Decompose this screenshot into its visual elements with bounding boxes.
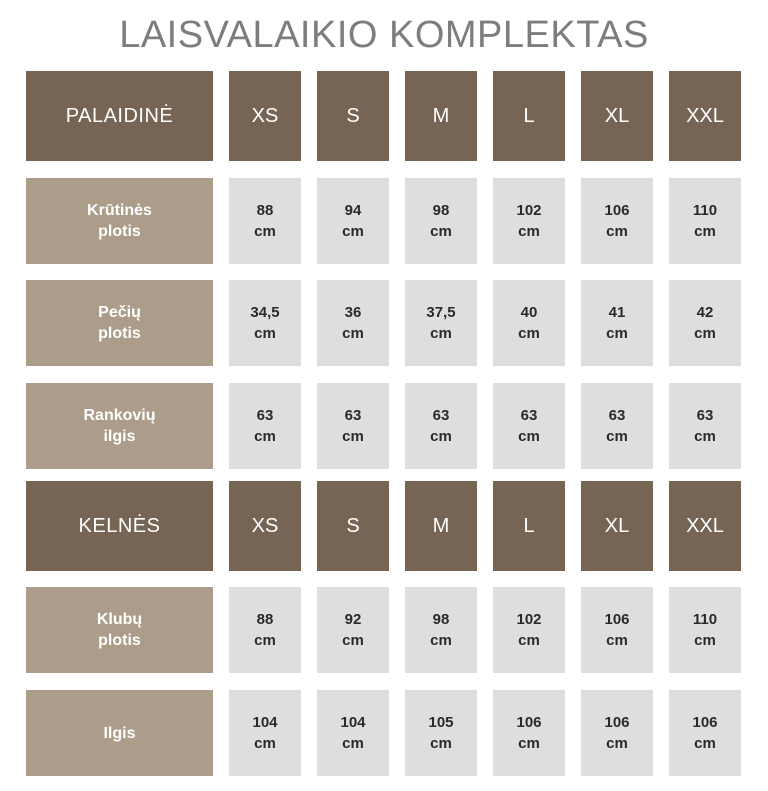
measurement-value-line: 63: [520, 407, 538, 424]
measurement-label-line: plotis: [98, 632, 141, 649]
measurement-value-line: 63: [256, 407, 274, 424]
measurement-value-line: 94: [344, 202, 362, 219]
measurement-label-line: plotis: [98, 223, 141, 240]
measurement-value: [669, 178, 741, 264]
measurement-value-line: 104: [252, 714, 278, 731]
measurement-value: [581, 383, 653, 469]
size-header: S: [317, 71, 389, 161]
measurement-value-text: [694, 405, 716, 447]
measurement-value-line: cm: [342, 632, 364, 649]
measurement-value-text: [430, 609, 452, 651]
size-header: M: [405, 481, 477, 571]
size-header: XL: [581, 71, 653, 161]
measurement-value-text: [692, 712, 717, 754]
measurement-value-line: 88: [256, 611, 274, 628]
measurement-value: [317, 280, 389, 366]
measurement-value: [229, 280, 301, 366]
measurement-label-text: [98, 302, 141, 344]
measurement-value-line: 41: [608, 304, 626, 321]
measurement-value-text: [516, 712, 541, 754]
measurement-value-line: cm: [606, 735, 628, 752]
measurement-value: [669, 383, 741, 469]
measurement-value-line: cm: [430, 325, 452, 342]
measurement-value: [581, 178, 653, 264]
measurement-value-text: [250, 302, 279, 344]
measurement-value-line: cm: [606, 223, 628, 240]
measurement-value: [405, 587, 477, 673]
measurement-value: [317, 178, 389, 264]
measurement-value-text: [342, 200, 364, 242]
measurement-value-text: [516, 609, 541, 651]
measurement-value: [229, 587, 301, 673]
size-header: L: [493, 71, 565, 161]
measurement-value-line: 36: [344, 304, 362, 321]
size-header: XL: [581, 481, 653, 571]
size-header: XS: [229, 481, 301, 571]
measurement-value: [405, 178, 477, 264]
measurement-value-line: 63: [344, 407, 362, 424]
measurement-label-line: Klubų: [96, 611, 143, 628]
measurement-value: [317, 587, 389, 673]
measurement-label-text: [87, 200, 152, 242]
measurement-value: [317, 690, 389, 776]
measurement-value-line: 40: [520, 304, 538, 321]
size-header: XS: [229, 71, 301, 161]
measurement-value: [493, 587, 565, 673]
measurement-label-line: plotis: [98, 325, 141, 342]
size-header: S: [317, 481, 389, 571]
measurement-label: [26, 587, 213, 673]
measurement-value: [405, 383, 477, 469]
measurement-value-line: cm: [694, 735, 716, 752]
measurement-value-text: [604, 200, 629, 242]
measurement-value-line: cm: [606, 325, 628, 342]
measurement-label-text: [83, 405, 155, 447]
measurement-value-line: 110: [692, 611, 718, 628]
measurement-value-line: 34,5: [250, 304, 280, 321]
measurement-value-text: [518, 302, 540, 344]
measurement-value-text: [604, 609, 629, 651]
measurement-value-line: 42: [696, 304, 714, 321]
measurement-value-line: cm: [430, 632, 452, 649]
measurement-value-line: 105: [428, 714, 454, 731]
measurement-value-line: cm: [694, 325, 716, 342]
measurement-value: [317, 383, 389, 469]
measurement-value-line: cm: [518, 428, 540, 445]
measurement-value-text: [430, 405, 452, 447]
measurement-label-line: Rankovių: [83, 407, 156, 424]
measurement-value-line: 102: [516, 611, 542, 628]
measurement-label: [26, 383, 213, 469]
section-header-shirt: PALAIDINĖ: [26, 71, 213, 161]
measurement-label: [26, 690, 213, 776]
measurement-value-line: cm: [694, 223, 716, 240]
measurement-value-line: cm: [342, 428, 364, 445]
measurement-value-line: cm: [254, 325, 276, 342]
measurement-value-text: [430, 200, 452, 242]
measurement-value-line: 63: [696, 407, 714, 424]
measurement-label-line: Ilgis: [103, 724, 136, 742]
measurement-value: [493, 383, 565, 469]
measurement-value-line: cm: [518, 632, 540, 649]
measurement-value-line: 98: [432, 611, 450, 628]
measurement-value-line: cm: [430, 428, 452, 445]
measurement-value-line: 102: [516, 202, 542, 219]
measurement-value-line: 106: [516, 714, 542, 731]
measurement-value-text: [252, 712, 277, 754]
measurement-value-line: 106: [692, 714, 718, 731]
measurement-value-text: [342, 302, 364, 344]
measurement-value-line: cm: [342, 325, 364, 342]
measurement-value-line: 92: [344, 611, 362, 628]
measurement-value-text: [340, 712, 365, 754]
measurement-value-text: [518, 405, 540, 447]
measurement-value-line: 98: [432, 202, 450, 219]
measurement-value: [581, 690, 653, 776]
measurement-value-line: cm: [342, 223, 364, 240]
size-header: L: [493, 481, 565, 571]
measurement-value: [669, 280, 741, 366]
measurement-value-text: [254, 200, 276, 242]
measurement-label-text: [103, 723, 135, 744]
size-header: XXL: [669, 71, 741, 161]
measurement-value-line: 63: [608, 407, 626, 424]
measurement-value-line: cm: [254, 632, 276, 649]
measurement-label-line: ilgis: [103, 428, 136, 445]
measurement-value-text: [606, 405, 628, 447]
measurement-value-text: [428, 712, 453, 754]
measurement-value-text: [693, 200, 717, 242]
measurement-value-text: [693, 609, 717, 651]
measurement-value: [405, 690, 477, 776]
measurement-value-line: 106: [604, 202, 630, 219]
measurement-value-line: cm: [254, 735, 276, 752]
measurement-value-text: [516, 200, 541, 242]
measurement-value-text: [694, 302, 716, 344]
measurement-value-line: 106: [604, 714, 630, 731]
measurement-value-line: 104: [340, 714, 366, 731]
measurement-value-text: [254, 405, 276, 447]
measurement-value: [229, 383, 301, 469]
page-title: LAISVALAIKIO KOMPLEKTAS: [119, 14, 649, 56]
measurement-label-text: [97, 609, 142, 651]
measurement-value-line: cm: [430, 735, 452, 752]
measurement-value-text: [254, 609, 276, 651]
measurement-value-line: 110: [692, 202, 718, 219]
measurement-value-line: cm: [430, 223, 452, 240]
measurement-value-line: 88: [256, 202, 274, 219]
measurement-value-line: cm: [694, 428, 716, 445]
measurement-value: [581, 280, 653, 366]
measurement-value-line: cm: [606, 428, 628, 445]
measurement-value-text: [606, 302, 628, 344]
measurement-value: [229, 690, 301, 776]
measurement-value-line: cm: [518, 325, 540, 342]
measurement-value-line: cm: [254, 223, 276, 240]
measurement-value-line: cm: [606, 632, 628, 649]
measurement-value-line: 37,5: [426, 304, 456, 321]
measurement-value-line: cm: [694, 632, 716, 649]
measurement-value-line: cm: [254, 428, 276, 445]
measurement-value-line: cm: [518, 735, 540, 752]
section-header-pants: KELNĖS: [26, 481, 213, 571]
measurement-value-text: [426, 302, 455, 344]
measurement-label: [26, 280, 213, 366]
measurement-value-line: 63: [432, 407, 450, 424]
measurement-value-line: cm: [342, 735, 364, 752]
measurement-value: [405, 280, 477, 366]
measurement-value-text: [604, 712, 629, 754]
measurement-value: [581, 587, 653, 673]
measurement-value-line: 106: [604, 611, 630, 628]
measurement-value-text: [342, 405, 364, 447]
size-header: M: [405, 71, 477, 161]
measurement-value-line: cm: [518, 223, 540, 240]
measurement-value: [493, 280, 565, 366]
measurement-value-text: [342, 609, 364, 651]
measurement-value: [493, 690, 565, 776]
measurement-label-line: Pečių: [98, 304, 141, 321]
size-header: XXL: [669, 481, 741, 571]
measurement-value: [669, 587, 741, 673]
measurement-label: [26, 178, 213, 264]
measurement-value: [669, 690, 741, 776]
measurement-label-line: Krūtinės: [87, 202, 152, 219]
measurement-value: [229, 178, 301, 264]
measurement-value: [493, 178, 565, 264]
